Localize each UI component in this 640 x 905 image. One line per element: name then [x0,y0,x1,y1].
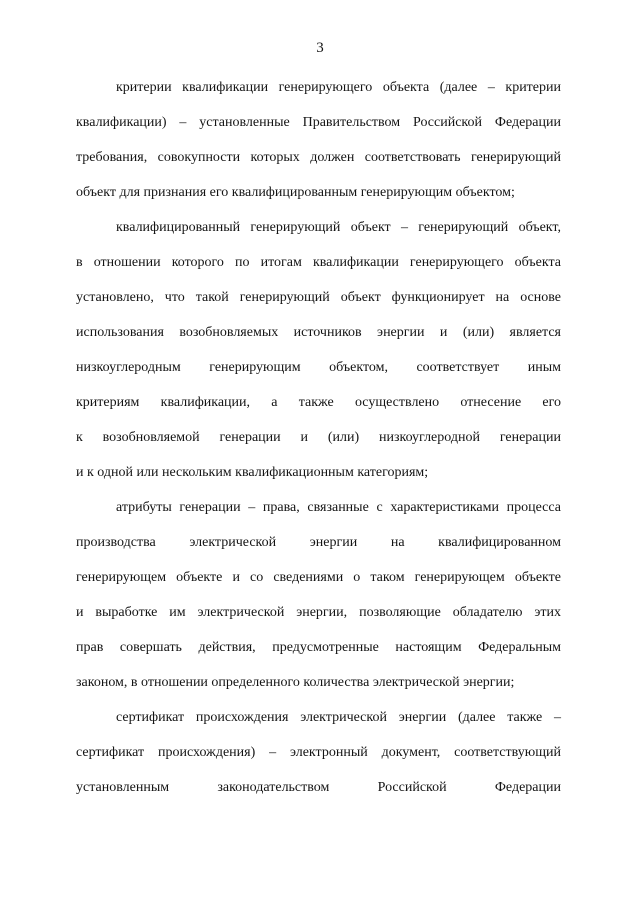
text-line: законом, в отношении определенного количества электрической энергии; [76,675,515,690]
text-line: в отношении которого по итогам квалификации генерирующего объекта [76,255,561,270]
text-line: использования возобновляемых источников энергии и (или) является [76,325,561,340]
paragraph-qualification-criteria [76,70,561,210]
text-line: низкоуглеродным генерирующим объектом, соответствует иным [76,360,561,375]
page-number: 3 [316,40,324,56]
text-line: критерии квалификации генерирующего объекта (далее – критерии [116,80,561,95]
text-line: к возобновляемой генерации и (или) низкоуглеродной генерации [76,430,561,445]
text-line: прав совершать действия, предусмотренные настоящим Федеральным [76,640,561,655]
text-line: и к одной или нескольким квалификационным категориям; [76,465,429,480]
text-line: объект для признания его квалифицированным генерирующим объектом; [76,185,515,200]
text-line: установленным законодательством Российской Федерации [76,780,561,795]
paragraph-generation-attributes [76,490,561,700]
text-line: атрибуты генерации – права, связанные с характеристиками процесса [116,500,561,515]
text-line: производства электрической энергии на квалифицированном [76,535,561,550]
text-line: критериям квалификации, а также осуществлено отнесение его [76,395,561,410]
text-line: генерирующем объекте и со сведениями о таком генерирующем объекте [76,570,561,585]
text-line: сертификат происхождения электрической энергии (далее также – [116,710,561,725]
text-line: установлено, что такой генерирующий объект функционирует на основе [76,290,561,305]
text-line: и выработке им электрической энергии, позволяющие обладателю этих [76,605,561,620]
text-line: квалифицированный генерирующий объект – генерирующий объект, [116,220,561,235]
paragraph-qualified-generating-object [76,210,561,490]
document-body [76,70,561,805]
text-line: требования, совокупности которых должен соответствовать генерирующий [76,150,561,165]
text-line: квалификации) – установленные Правительством Российской Федерации [76,115,561,130]
text-line: сертификат происхождения) – электронный документ, соответствующий [76,745,561,760]
paragraph-origin-certificate [76,700,561,805]
